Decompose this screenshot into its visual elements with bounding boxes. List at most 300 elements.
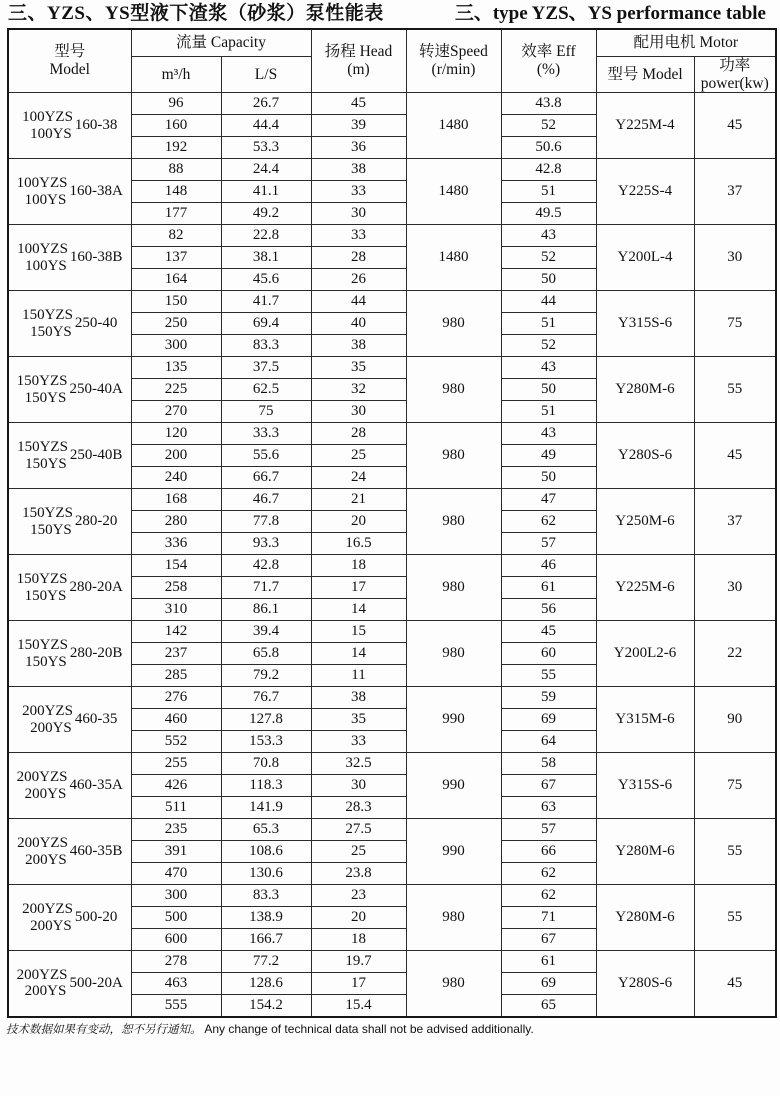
pump-model-cell [8,753,131,819]
capacity-m3h-cell: 200 [131,445,221,467]
capacity-ls-cell: 153.3 [221,731,311,753]
pump-model [9,307,131,339]
head-cell: 14 [311,643,406,665]
pump-model-line2: 200YS [25,851,67,868]
table-body [8,93,776,1017]
head-cell: 38 [311,687,406,709]
pump-model-line1: 100YZS [16,175,68,192]
pump-model [9,373,131,405]
pump-model-line2: 200YS [24,983,67,1000]
capacity-m3h-cell: 168 [131,489,221,511]
pump-model-line1: 150YZS [16,571,68,588]
eff-cell: 46 [501,555,596,577]
capacity-ls-cell: 70.8 [221,753,311,775]
pump-model-line1: 100YZS [22,109,73,126]
capacity-ls-cell: 37.5 [221,357,311,379]
eff-cell: 65 [501,995,596,1017]
pump-model [9,175,131,207]
motor-model-cell: Y200L2-6 [596,621,694,687]
pump-model-stack [22,901,73,933]
eff-cell: 69 [501,973,596,995]
head-cell: 23 [311,885,406,907]
eff-cell: 57 [501,819,596,841]
capacity-ls-cell: 39.4 [221,621,311,643]
motor-model-cell: Y280S-6 [596,951,694,1017]
capacity-m3h-cell: 96 [131,93,221,115]
pump-model-stack [22,505,73,537]
motor-model-cell: Y280S-6 [596,423,694,489]
table-header [8,29,776,93]
pump-model-suffix: 500-20A [69,974,123,991]
eff-cell: 52 [501,335,596,357]
table-row [8,93,776,115]
capacity-m3h-cell: 280 [131,511,221,533]
pump-model [9,901,131,933]
table-row [8,489,776,511]
capacity-ls-cell: 108.6 [221,841,311,863]
speed-cell: 980 [406,621,501,687]
header-speed-unit: (r/min) [431,60,476,78]
page-title-english: 三、type YZS、YS performance table [454,3,766,24]
eff-cell: 49 [501,445,596,467]
header-head-unit: (m) [347,60,370,78]
page-title [0,0,780,28]
head-cell: 30 [311,203,406,225]
pump-model-line1: 200YZS [16,967,68,984]
page-title-chinese: 三、YZS、YS型液下渣浆（砂浆）泵性能表 [8,3,384,24]
capacity-m3h-cell: 511 [131,797,221,819]
capacity-ls-cell: 44.4 [221,115,311,137]
pump-model [9,769,131,801]
header-eff-unit: (%) [536,60,561,78]
speed-cell: 980 [406,885,501,951]
eff-cell: 44 [501,291,596,313]
pump-model-line1: 200YZS [16,769,68,786]
motor-power-cell: 45 [694,951,776,1017]
pump-model-cell [8,885,131,951]
pump-model [9,439,131,471]
capacity-m3h-cell: 500 [131,907,221,929]
capacity-ls-cell: 65.3 [221,819,311,841]
capacity-ls-cell: 33.3 [221,423,311,445]
pump-model-suffix: 500-20 [74,909,118,926]
eff-cell: 62 [501,885,596,907]
pump-model-cell [8,357,131,423]
pump-model-stack [22,109,73,141]
capacity-ls-cell: 38.1 [221,247,311,269]
head-cell: 20 [311,907,406,929]
header-capacity-ls: L/S [221,57,311,93]
table-row [8,621,776,643]
pump-model-stack [17,373,68,405]
pump-model [9,571,131,603]
capacity-m3h-cell: 310 [131,599,221,621]
table-row [8,357,776,379]
capacity-ls-cell: 41.7 [221,291,311,313]
pump-model-suffix: 160-38B [69,249,123,266]
footnote-english: Any change of technical data shall not be advised additionally. [204,1021,534,1036]
speed-cell: 990 [406,819,501,885]
pump-model [9,109,131,141]
pump-model-suffix: 160-38A [69,183,123,200]
motor-model-cell: Y315M-6 [596,687,694,753]
head-cell: 27.5 [311,819,406,841]
motor-model-cell: Y280M-6 [596,885,694,951]
eff-cell: 61 [501,951,596,973]
table-row [8,885,776,907]
eff-cell: 51 [501,401,596,423]
pump-model-line2: 100YS [25,257,67,274]
head-cell: 17 [311,973,406,995]
capacity-ls-cell: 42.8 [221,555,311,577]
pump-model-suffix: 160-38 [74,117,118,134]
pump-model-cell [8,489,131,555]
table-row [8,753,776,775]
capacity-m3h-cell: 258 [131,577,221,599]
speed-cell: 980 [406,291,501,357]
eff-cell: 50 [501,269,596,291]
motor-model-cell: Y225M-4 [596,93,694,159]
head-cell: 18 [311,929,406,951]
header-motor-model: 型号 Model [596,57,694,93]
footnote-chinese: 技术数据如果有变动，恕不另行通知。 [6,1023,202,1036]
capacity-m3h-cell: 460 [131,709,221,731]
pump-model [9,835,131,867]
eff-cell: 42.8 [501,159,596,181]
capacity-ls-cell: 118.3 [221,775,311,797]
capacity-m3h-cell: 150 [131,291,221,313]
eff-cell: 66 [501,841,596,863]
header-model-en: Model [49,60,90,78]
motor-power-cell: 37 [694,159,776,225]
motor-power-cell: 55 [694,819,776,885]
head-cell: 16.5 [311,533,406,555]
capacity-m3h-cell: 336 [131,533,221,555]
capacity-ls-cell: 76.7 [221,687,311,709]
pump-model-stack [17,241,68,273]
header-model-zh: 型号 [54,42,86,60]
head-cell: 30 [311,401,406,423]
speed-cell: 990 [406,753,501,819]
head-cell: 32.5 [311,753,406,775]
head-cell: 14 [311,599,406,621]
eff-cell: 71 [501,907,596,929]
pump-model-line1: 150YZS [22,505,73,522]
capacity-ls-cell: 66.7 [221,467,311,489]
capacity-m3h-cell: 137 [131,247,221,269]
head-cell: 36 [311,137,406,159]
pump-model-suffix: 460-35 [74,711,118,728]
eff-cell: 43.8 [501,93,596,115]
motor-power-cell: 55 [694,885,776,951]
head-cell: 19.7 [311,951,406,973]
pump-model-suffix: 460-35A [69,777,123,794]
capacity-m3h-cell: 148 [131,181,221,203]
pump-model-line1: 150YZS [17,637,68,654]
header-motor: 配用电机 Motor [596,29,776,57]
pump-model-suffix: 250-40 [74,315,118,332]
eff-cell: 58 [501,753,596,775]
pump-model-suffix: 460-35B [69,843,123,860]
motor-model-cell: Y315S-6 [596,753,694,819]
eff-cell: 43 [501,423,596,445]
table-row [8,225,776,247]
eff-cell: 62 [501,863,596,885]
capacity-ls-cell: 141.9 [221,797,311,819]
pump-model-line1: 200YZS [22,703,73,720]
capacity-ls-cell: 138.9 [221,907,311,929]
capacity-m3h-cell: 88 [131,159,221,181]
pump-model-line1: 200YZS [22,901,73,918]
pump-model-suffix: 280-20A [69,579,123,596]
speed-cell: 980 [406,423,501,489]
pump-model-line1: 150YZS [16,373,68,390]
capacity-m3h-cell: 154 [131,555,221,577]
capacity-m3h-cell: 555 [131,995,221,1017]
capacity-m3h-cell: 600 [131,929,221,951]
pump-model-line2: 150YS [25,455,67,472]
eff-cell: 50 [501,467,596,489]
head-cell: 21 [311,489,406,511]
capacity-m3h-cell: 470 [131,863,221,885]
performance-table [7,28,777,1018]
head-cell: 32 [311,379,406,401]
eff-cell: 69 [501,709,596,731]
capacity-ls-cell: 93.3 [221,533,311,555]
pump-model-line1: 150YZS [17,439,68,456]
speed-cell: 980 [406,357,501,423]
head-cell: 38 [311,335,406,357]
table-row [8,423,776,445]
capacity-m3h-cell: 164 [131,269,221,291]
motor-model-cell: Y200L-4 [596,225,694,291]
capacity-m3h-cell: 250 [131,313,221,335]
pump-model-cell [8,93,131,159]
pump-model-line2: 150YS [30,323,72,340]
header-row-1 [8,29,776,57]
motor-power-cell: 22 [694,621,776,687]
pump-model [9,967,131,999]
capacity-ls-cell: 77.2 [221,951,311,973]
pump-model-stack [17,967,68,999]
head-cell: 44 [311,291,406,313]
head-cell: 25 [311,445,406,467]
motor-power-cell: 45 [694,423,776,489]
motor-model-cell: Y280M-6 [596,819,694,885]
capacity-m3h-cell: 235 [131,819,221,841]
pump-model-line2: 100YS [24,191,67,208]
eff-cell: 43 [501,357,596,379]
head-cell: 28 [311,247,406,269]
eff-cell: 43 [501,225,596,247]
head-cell: 18 [311,555,406,577]
capacity-m3h-cell: 160 [131,115,221,137]
header-capacity: 流量 Capacity [131,29,311,57]
speed-cell: 1480 [406,225,501,291]
capacity-ls-cell: 41.1 [221,181,311,203]
eff-cell: 52 [501,247,596,269]
capacity-ls-cell: 75 [221,401,311,423]
pump-model-line2: 150YS [30,521,72,538]
speed-cell: 980 [406,555,501,621]
eff-cell: 62 [501,511,596,533]
capacity-ls-cell: 69.4 [221,313,311,335]
pump-model-line2: 150YS [24,587,67,604]
head-cell: 45 [311,93,406,115]
head-cell: 38 [311,159,406,181]
capacity-m3h-cell: 225 [131,379,221,401]
capacity-m3h-cell: 300 [131,885,221,907]
table-row [8,819,776,841]
motor-power-cell: 45 [694,93,776,159]
table-row [8,951,776,973]
eff-cell: 56 [501,599,596,621]
header-eff [501,29,596,93]
pump-model [9,505,131,537]
eff-cell: 55 [501,665,596,687]
header-model [8,29,131,93]
motor-power-cell: 37 [694,489,776,555]
pump-model-line1: 200YZS [17,835,68,852]
capacity-m3h-cell: 426 [131,775,221,797]
pump-model-stack [17,835,68,867]
capacity-m3h-cell: 82 [131,225,221,247]
header-head-label: 扬程 Head [324,42,393,60]
pump-model-suffix: 250-40B [69,447,123,464]
pump-model-line2: 150YS [24,389,67,406]
table-row [8,159,776,181]
capacity-ls-cell: 128.6 [221,973,311,995]
capacity-ls-cell: 26.7 [221,93,311,115]
capacity-m3h-cell: 177 [131,203,221,225]
capacity-m3h-cell: 255 [131,753,221,775]
speed-cell: 980 [406,489,501,555]
pump-model-stack [22,703,73,735]
pump-model [9,703,131,735]
capacity-m3h-cell: 270 [131,401,221,423]
motor-model-cell: Y315S-6 [596,291,694,357]
capacity-ls-cell: 77.8 [221,511,311,533]
eff-cell: 50 [501,379,596,401]
capacity-ls-cell: 46.7 [221,489,311,511]
motor-power-cell: 75 [694,753,776,819]
head-cell: 11 [311,665,406,687]
head-cell: 28 [311,423,406,445]
pump-model [9,241,131,273]
motor-model-cell: Y225M-6 [596,555,694,621]
capacity-m3h-cell: 237 [131,643,221,665]
capacity-m3h-cell: 120 [131,423,221,445]
pump-model [9,637,131,669]
motor-power-cell: 90 [694,687,776,753]
speed-cell: 1480 [406,93,501,159]
pump-model-cell [8,555,131,621]
head-cell: 20 [311,511,406,533]
capacity-ls-cell: 130.6 [221,863,311,885]
head-cell: 15 [311,621,406,643]
eff-cell: 47 [501,489,596,511]
motor-power-cell: 55 [694,357,776,423]
head-cell: 26 [311,269,406,291]
eff-cell: 63 [501,797,596,819]
head-cell: 25 [311,841,406,863]
eff-cell: 60 [501,643,596,665]
pump-model-cell [8,687,131,753]
capacity-ls-cell: 83.3 [221,335,311,357]
eff-cell: 64 [501,731,596,753]
eff-cell: 59 [501,687,596,709]
pump-model-cell [8,819,131,885]
eff-cell: 67 [501,929,596,951]
eff-cell: 49.5 [501,203,596,225]
motor-model-cell: Y280M-6 [596,357,694,423]
capacity-ls-cell: 53.3 [221,137,311,159]
capacity-ls-cell: 71.7 [221,577,311,599]
head-cell: 35 [311,709,406,731]
capacity-m3h-cell: 463 [131,973,221,995]
pump-model-suffix: 280-20 [74,513,118,530]
capacity-ls-cell: 166.7 [221,929,311,951]
head-cell: 28.3 [311,797,406,819]
pump-model-line2: 200YS [30,719,72,736]
head-cell: 15.4 [311,995,406,1017]
speed-cell: 1480 [406,159,501,225]
pump-model-stack [17,175,68,207]
capacity-ls-cell: 24.4 [221,159,311,181]
capacity-m3h-cell: 285 [131,665,221,687]
capacity-m3h-cell: 276 [131,687,221,709]
pump-model-suffix: 250-40A [69,381,123,398]
capacity-ls-cell: 86.1 [221,599,311,621]
pump-model-line2: 100YS [30,125,72,142]
capacity-m3h-cell: 142 [131,621,221,643]
footnote [0,1018,780,1037]
capacity-ls-cell: 154.2 [221,995,311,1017]
eff-cell: 51 [501,181,596,203]
capacity-m3h-cell: 300 [131,335,221,357]
capacity-ls-cell: 45.6 [221,269,311,291]
head-cell: 33 [311,181,406,203]
pump-model-line1: 150YZS [22,307,73,324]
head-cell: 24 [311,467,406,489]
head-cell: 23.8 [311,863,406,885]
capacity-m3h-cell: 278 [131,951,221,973]
pump-model-stack [17,769,68,801]
capacity-ls-cell: 65.8 [221,643,311,665]
capacity-m3h-cell: 192 [131,137,221,159]
capacity-m3h-cell: 552 [131,731,221,753]
header-speed-label: 转速Speed [419,42,488,60]
pump-model-suffix: 280-20B [69,645,123,662]
table-row [8,687,776,709]
capacity-ls-cell: 22.8 [221,225,311,247]
motor-power-cell: 30 [694,225,776,291]
pump-model-stack [17,571,68,603]
capacity-ls-cell: 49.2 [221,203,311,225]
motor-power-cell: 75 [694,291,776,357]
header-speed [406,29,501,93]
pump-model-line1: 100YZS [17,241,68,258]
pump-model-cell [8,225,131,291]
header-eff-label: 效率 Eff [521,42,576,60]
pump-model-cell [8,951,131,1017]
head-cell: 40 [311,313,406,335]
pump-model-stack [22,307,73,339]
table-row [8,291,776,313]
pump-model-cell [8,423,131,489]
head-cell: 39 [311,115,406,137]
speed-cell: 980 [406,951,501,1017]
